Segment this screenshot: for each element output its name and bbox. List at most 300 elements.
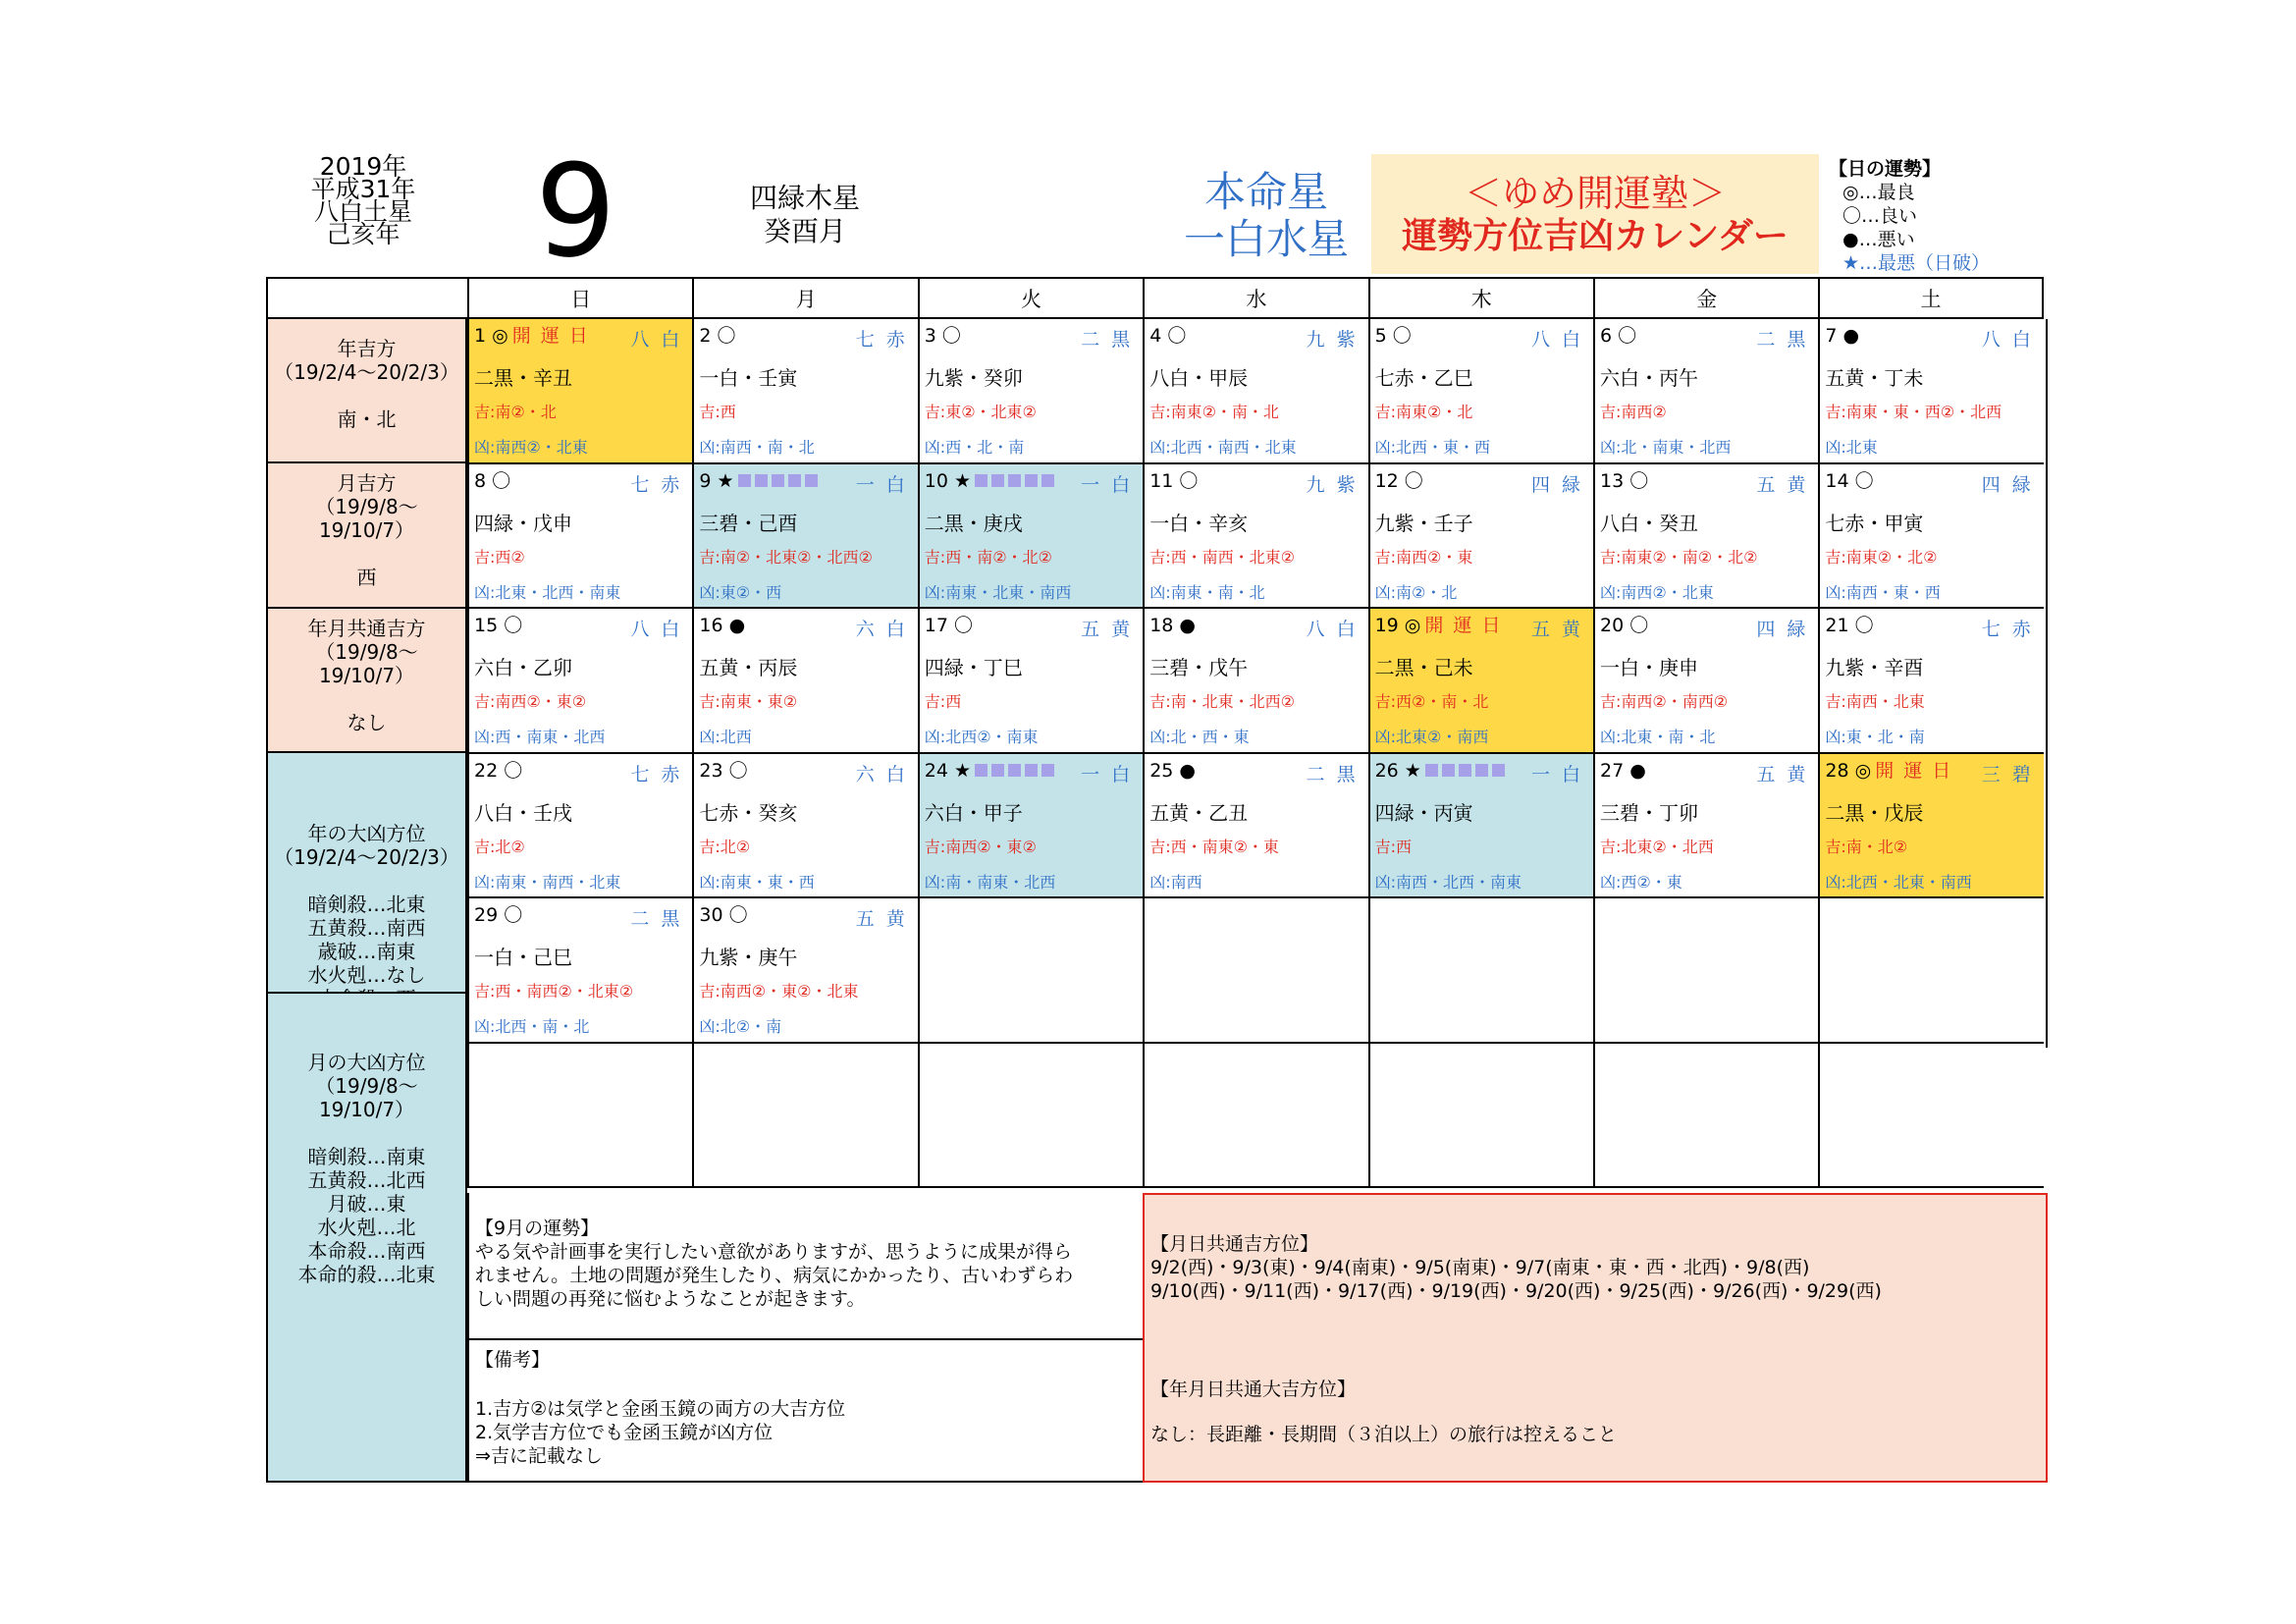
day-kan: 一白・己巳 [474, 946, 572, 969]
day-kan: 六白・乙卯 [474, 656, 572, 679]
weekday-5: 金 [1593, 277, 1818, 319]
purple-square-icon [1008, 474, 1021, 487]
day-kyo: 凶:東・北・南 [1825, 728, 1925, 746]
honmei-star [1158, 169, 1374, 263]
month-star-line: 癸酉月 [763, 215, 846, 247]
day-star: 九 紫 [1306, 473, 1359, 496]
day-number-fortune: 9 ★ [699, 469, 734, 492]
day-star: 四 緑 [1981, 473, 2034, 496]
empty-day-cell [918, 898, 1143, 1044]
day-kan: 七赤・乙巳 [1374, 366, 1473, 390]
day-cell[interactable] [692, 754, 917, 899]
day-kichi: 吉:南西②・南西② [1600, 692, 1729, 711]
day-kyo: 凶:南・南東・北西 [924, 872, 1056, 892]
empty-day-cell [1818, 1044, 2043, 1189]
day-header [1375, 468, 1588, 494]
left-panel-line: 歳破…南東 [317, 940, 416, 963]
purple-square-icon [772, 474, 784, 487]
day-number-fortune: 19 ◎ [1374, 615, 1421, 636]
day-number-fortune: 23 〇 [699, 759, 748, 782]
day-header [925, 758, 1138, 784]
purple-square-icon [1492, 764, 1505, 777]
day-star: 四 緑 [1530, 473, 1583, 496]
title-line2: 運勢方位吉凶カレンダー [1402, 216, 1789, 256]
day-star: 五 黄 [855, 908, 908, 930]
day-kyo: 凶:南東・南西・北東 [474, 872, 621, 892]
left-panel-line: （19/9/8〜 [315, 640, 418, 664]
title-box [1371, 154, 1819, 274]
yellow-square-icon [1506, 619, 1519, 631]
day-number-fortune: 4 〇 [1149, 325, 1187, 347]
day-kan: 七赤・甲寅 [1825, 511, 1924, 535]
day-star: 九 紫 [1306, 329, 1359, 351]
empty-day-cell [1593, 898, 1818, 1044]
day-cell[interactable] [918, 754, 1143, 899]
purple-square-icon [975, 764, 988, 777]
empty-day-cell [1368, 1044, 1593, 1189]
day-kyo: 凶:南西・南・北 [699, 438, 815, 457]
day-kichi: 吉:南東②・南・北 [1149, 403, 1279, 421]
month-fortune-box [467, 1193, 1143, 1340]
day-cell[interactable] [1368, 754, 1593, 899]
left-panel-line: （19/9/8〜 [315, 495, 418, 518]
day-kyo: 凶:北西・北東・南西 [1825, 872, 1972, 892]
left-panel-line: 月吉方 [337, 471, 397, 495]
day-cell[interactable] [1143, 464, 1367, 610]
day-kyo: 凶:西・北・南 [924, 438, 1025, 457]
year-line: 己亥年 [326, 220, 400, 248]
day-star: 五 黄 [1081, 619, 1134, 640]
day-header [1825, 758, 2038, 784]
day-kichi: 吉:北② [699, 837, 751, 856]
purple-square-icon [1041, 474, 1054, 487]
day-header [1825, 468, 2038, 494]
day-star: 八 白 [630, 329, 683, 351]
day-header [699, 902, 912, 928]
day-kan: 四緑・丁巳 [924, 656, 1023, 679]
day-kyo: 凶:北東②・南西 [1374, 728, 1489, 746]
left-panel-line: （19/9/8〜 [315, 1074, 418, 1098]
purple-square-icon [1041, 764, 1054, 777]
day-number-fortune: 11 〇 [1149, 469, 1199, 492]
day-cell[interactable] [1368, 464, 1593, 610]
kaiun-label: 開 運 日 [1875, 759, 1953, 782]
left-panel-line: 水火剋…北 [317, 1216, 416, 1239]
weekday-3: 水 [1143, 277, 1367, 319]
day-star: 七 赤 [1981, 619, 2034, 640]
day-kichi: 吉:南西②・東②・北東 [699, 982, 859, 1001]
day-star: 八 白 [630, 619, 683, 640]
day-number-fortune: 30 〇 [699, 904, 748, 926]
day-cell[interactable] [1593, 464, 1818, 610]
day-header [699, 468, 912, 494]
purple-square-icon [1442, 764, 1455, 777]
month-fortune-line: れません。土地の問題が発生したり、病気にかかったり、古いわずらわ [475, 1265, 1074, 1286]
day-kyo: 凶:北西②・南東 [924, 728, 1039, 746]
left-panel-line: 西 [356, 566, 377, 589]
day-cell[interactable] [467, 754, 692, 899]
day-number-fortune: 28 ◎ [1825, 759, 1872, 782]
left-panel-cell [266, 609, 467, 753]
day-header [1375, 323, 1588, 349]
day-star: 一 白 [1530, 763, 1583, 785]
day-header [1375, 758, 1588, 784]
purple-square-icon [738, 474, 751, 487]
day-kyo: 凶:南東・東・西 [699, 872, 815, 892]
purple-square-icon [1475, 764, 1488, 777]
day-kichi: 吉:南②・北 [474, 403, 557, 421]
empty-day-cell [467, 1044, 692, 1189]
kaiun-label: 開 運 日 [1424, 615, 1503, 636]
day-kyo: 凶:南西②・北東 [474, 438, 588, 457]
day-kyo: 凶:南②・北 [1374, 582, 1458, 602]
biko-line: 2.気学吉方位でも金函玉鏡が凶方位 [475, 1422, 774, 1443]
purple-square-icon [1459, 764, 1471, 777]
day-kan: 九紫・壬子 [1374, 511, 1473, 535]
day-number-fortune: 21 〇 [1825, 615, 1874, 636]
day-kichi: 吉:南西・北東 [1825, 692, 1925, 711]
left-panel-line: 本命的殺…北東 [297, 1263, 436, 1286]
day-cell[interactable] [1143, 754, 1367, 899]
day-star: 八 白 [1530, 329, 1583, 351]
day-kan: 二黒・辛丑 [474, 366, 572, 390]
left-panel-line: 年吉方 [337, 337, 397, 360]
year-month-day-common-title: 【年月日共通大吉方位】 [1150, 1379, 1357, 1400]
month-star-line: 四緑木星 [749, 182, 860, 214]
day-header [1375, 613, 1588, 638]
day-kichi: 吉:西 [924, 692, 962, 711]
day-kan: 五黄・丙辰 [699, 656, 798, 679]
month-fortune-title: 【9月の運勢】 [475, 1218, 600, 1239]
purple-square-icon [788, 474, 801, 487]
purple-square-icon [991, 474, 1004, 487]
empty-day-cell [1368, 898, 1593, 1044]
left-panel-line: 本命殺…南西 [307, 1239, 426, 1263]
day-kan: 二黒・戊辰 [1825, 800, 1924, 825]
day-kichi: 吉:西②・南・北 [1374, 692, 1489, 711]
left-panel-cell [266, 994, 467, 1483]
day-cell[interactable] [692, 609, 917, 754]
day-number-fortune: 10 ★ [924, 469, 972, 492]
day-kan: 五黄・乙丑 [1149, 800, 1249, 825]
yellow-square-icon [611, 329, 623, 342]
day-number-fortune: 15 〇 [474, 615, 523, 636]
day-header [1149, 758, 1362, 784]
day-kan: 四緑・丙寅 [1374, 800, 1473, 825]
legend-bad: ●…悪い [1842, 229, 1915, 250]
weekday-1: 月 [692, 277, 917, 319]
day-kichi: 吉:西・南西・北東② [1149, 547, 1295, 567]
day-kyo: 凶:南東・南・北 [1149, 582, 1265, 602]
day-kichi: 吉:南東・東・西②・北西 [1825, 403, 2002, 421]
day-kan: 一白・辛亥 [1149, 511, 1249, 535]
day-header [699, 323, 912, 349]
left-panel-line: 暗剣殺…南東 [307, 1145, 426, 1168]
legend-title: 【日の運勢】 [1829, 158, 1942, 180]
day-kichi: 吉:南・北② [1825, 837, 1908, 856]
legend-best: ◎…最良 [1842, 182, 1915, 203]
empty-day-cell [1143, 1044, 1367, 1189]
day-header [474, 468, 687, 494]
day-kichi: 吉:東②・北東② [924, 403, 1037, 421]
calendar-grid [266, 277, 2048, 1483]
weekday-2: 火 [918, 277, 1143, 319]
day-kichi: 吉:南西② [1600, 403, 1667, 421]
day-kan: 六白・甲子 [924, 800, 1023, 825]
day-number-fortune: 13 〇 [1600, 469, 1649, 492]
day-number-fortune: 3 〇 [924, 325, 961, 347]
left-panel-line: （19/2/4〜20/2/3） [274, 845, 459, 869]
day-number-fortune: 18 ● [1149, 615, 1196, 636]
day-header [1149, 323, 1362, 349]
left-panel-line: 年の大凶方位 [307, 822, 426, 845]
day-cell[interactable] [467, 319, 692, 464]
day-kan: 三碧・丁卯 [1600, 800, 1698, 825]
day-kichi: 吉:北東②・北西 [1600, 837, 1714, 856]
day-star: 六 白 [855, 619, 908, 640]
biko-line: 1.吉方②は気学と金函玉鏡の両方の大吉方位 [475, 1398, 846, 1420]
day-kichi: 吉:北② [474, 837, 525, 856]
day-star: 二 黒 [1756, 329, 1809, 351]
title-line1: ＜ゆめ開運塾＞ [1464, 172, 1726, 215]
left-panel-line: 水火剋…なし [307, 963, 426, 987]
day-header [474, 758, 687, 784]
day-star: 五 黄 [1530, 619, 1583, 640]
empty-day-cell [1593, 1044, 1818, 1189]
day-kan: 八白・甲辰 [1149, 366, 1249, 390]
weekday-6: 土 [1818, 277, 2043, 319]
day-kan: 六白・丙午 [1600, 366, 1698, 390]
purple-square-icon [755, 474, 768, 487]
day-cell[interactable] [692, 319, 917, 464]
day-kan: 四緑・戊申 [474, 511, 572, 535]
left-panel-line: 暗剣殺…北東 [307, 893, 426, 916]
day-star: 七 赤 [630, 763, 683, 785]
day-number-fortune: 17 〇 [924, 615, 974, 636]
day-kan: 七赤・癸亥 [699, 800, 798, 825]
day-cell[interactable] [1818, 319, 2043, 464]
day-kyo: 凶:北・西・東 [1149, 728, 1250, 746]
day-kyo: 凶:北西・南・北 [474, 1017, 590, 1036]
day-number-fortune: 22 〇 [474, 759, 523, 782]
purple-square-icon [991, 764, 1004, 777]
day-kan: 八白・壬戌 [474, 800, 572, 825]
day-number-fortune: 2 〇 [699, 325, 736, 347]
month-fortune-line: しい問題の再発に悩むようなことが起きます。 [475, 1288, 866, 1310]
day-header [1825, 323, 2038, 349]
day-kyo: 凶:東②・西 [699, 582, 782, 602]
purple-square-icon [1425, 764, 1438, 777]
day-kyo: 凶:西②・東 [1600, 872, 1682, 892]
day-star: 七 赤 [630, 473, 683, 496]
day-kyo: 凶:北東 [1825, 438, 1878, 457]
day-cell[interactable] [1818, 609, 2043, 754]
day-star: 五 黄 [1756, 763, 1809, 785]
day-kichi: 吉:南東②・北 [1374, 403, 1473, 421]
day-star: 一 白 [855, 473, 908, 496]
day-cell[interactable] [1818, 754, 2043, 899]
day-header [474, 613, 687, 638]
left-panel-line: 19/10/7） [318, 518, 415, 542]
day-cell[interactable] [1593, 754, 1818, 899]
day-star: 八 白 [1306, 619, 1359, 640]
day-kichi: 吉:西 [699, 403, 736, 421]
day-number-fortune: 20 〇 [1600, 615, 1649, 636]
day-kan: 三碧・己酉 [699, 511, 798, 535]
day-kichi: 吉:南・北東・北西② [1149, 692, 1295, 711]
legend [1829, 157, 1990, 275]
left-panel-line [268, 869, 465, 893]
day-number-fortune: 6 〇 [1600, 325, 1637, 347]
day-cell[interactable] [1368, 319, 1593, 464]
day-kan: 九紫・辛酉 [1825, 656, 1924, 679]
day-star: 二 黒 [1081, 329, 1134, 351]
month-day-common-line: 9/2(西)・9/3(東)・9/4(南東)・9/5(南東)・9/7(南東・東・西・北西)・9/8(西) [1150, 1257, 1810, 1278]
day-number-fortune: 26 ★ [1374, 759, 1421, 782]
day-header [699, 758, 912, 784]
day-kichi: 吉:西・南西②・北東② [474, 982, 634, 1001]
day-kyo: 凶:北東・北西・南東 [474, 582, 621, 602]
day-header [925, 323, 1138, 349]
grid-right-edge [2046, 319, 2048, 1048]
month-star [726, 182, 883, 248]
day-header [925, 613, 1138, 638]
day-cell[interactable] [1143, 609, 1367, 754]
day-star: 八 白 [1981, 329, 2034, 351]
legend-worst: ★…最悪（日破） [1842, 252, 1991, 274]
day-star: 二 黒 [630, 908, 683, 930]
day-star: 二 黒 [1306, 763, 1359, 785]
left-panel-line: 南・北 [337, 407, 397, 431]
left-panel-line: 月破…東 [327, 1192, 406, 1216]
day-kyo: 凶:南西②・北東 [1600, 582, 1714, 602]
day-header [1825, 613, 2038, 638]
yellow-square-icon [594, 329, 607, 342]
biko-title: 【備考】 [475, 1349, 551, 1371]
year-line: 八白土星 [313, 197, 412, 226]
day-kyo: 凶:北・南東・北西 [1600, 438, 1732, 457]
left-panel-cell [266, 319, 467, 463]
left-panel-line: 年月共通吉方 [307, 617, 426, 640]
day-kan: 八白・癸丑 [1600, 511, 1698, 535]
day-cell[interactable] [692, 464, 917, 610]
purple-square-icon [1025, 764, 1038, 777]
year-line: 2019年 [319, 152, 407, 181]
day-kichi: 吉:南西②・東 [1374, 547, 1473, 567]
day-kichi: 吉:西 [1374, 837, 1412, 856]
honmei-line: 本命星 [1203, 168, 1328, 216]
purple-square-icon [1008, 764, 1021, 777]
day-header [474, 323, 687, 349]
day-kyo: 凶:南西・東・西 [1825, 582, 1941, 602]
day-cell[interactable] [692, 898, 917, 1044]
day-cell[interactable] [1593, 319, 1818, 464]
day-star: 五 黄 [1756, 473, 1809, 496]
left-panel-line: なし [347, 711, 387, 734]
weekday-4: 木 [1368, 277, 1593, 319]
weekday-0: 日 [467, 277, 692, 319]
year-month-day-common-box [1143, 1338, 2048, 1483]
day-kan: 一白・壬寅 [699, 366, 798, 390]
year-line: 平成31年 [310, 175, 416, 203]
day-cell[interactable] [467, 898, 692, 1044]
day-header [699, 613, 912, 638]
day-kan: 九紫・癸卯 [924, 366, 1023, 390]
left-panel-line [268, 384, 465, 407]
day-cell[interactable] [1593, 609, 1818, 754]
day-star: 一 白 [1081, 763, 1134, 785]
day-kan: 二黒・庚戌 [924, 511, 1023, 535]
day-kan: 五黄・丁未 [1825, 366, 1924, 390]
day-header [1149, 613, 1362, 638]
day-star: 六 白 [855, 763, 908, 785]
left-panel-cell [266, 753, 467, 994]
day-kichi: 吉:南西②・東② [474, 692, 587, 711]
day-kichi: 吉:南東②・南②・北② [1600, 547, 1758, 567]
biko-line: ⇒吉に記載なし [475, 1445, 603, 1467]
day-star: 三 碧 [1981, 763, 2034, 785]
day-cell[interactable] [918, 609, 1143, 754]
day-number-fortune: 5 〇 [1374, 325, 1412, 347]
day-kyo: 凶:北東・南・北 [1600, 728, 1716, 746]
weekday-header [467, 277, 2044, 319]
day-number-fortune: 16 ● [699, 615, 746, 636]
day-header [925, 468, 1138, 494]
day-kyo: 凶:南西 [1149, 872, 1202, 892]
day-cell[interactable] [918, 319, 1143, 464]
left-panel-line: 五黄殺…北西 [307, 1168, 426, 1192]
day-header [474, 902, 687, 928]
day-number-fortune: 7 ● [1825, 325, 1860, 347]
day-kichi: 吉:南西②・東② [924, 837, 1037, 856]
day-cell[interactable] [1143, 319, 1367, 464]
month-day-common-line: 9/10(西)・9/11(西)・9/17(西)・9/19(西)・9/20(西)・9/25(西)・9/26(西)・9/29(西) [1150, 1280, 1882, 1302]
empty-day-cell [1818, 898, 2043, 1044]
day-kichi: 吉:西・南東②・東 [1149, 837, 1279, 856]
left-panel-line [268, 687, 465, 711]
day-cell[interactable] [1368, 609, 1593, 754]
day-kichi: 吉:南②・北東②・北西② [699, 547, 873, 567]
corner-cell [266, 277, 467, 319]
day-number-fortune: 14 〇 [1825, 469, 1874, 492]
month-day-common-box [1143, 1193, 2048, 1340]
day-kichi: 吉:南東②・北② [1825, 547, 1938, 567]
day-cell[interactable] [918, 464, 1143, 610]
day-cell[interactable] [1818, 464, 2043, 610]
left-panel-line: 五黄殺…南西 [307, 916, 426, 940]
day-header [1600, 468, 1813, 494]
day-cell[interactable] [467, 464, 692, 610]
day-header [1600, 758, 1813, 784]
day-kan: 三碧・戊午 [1149, 656, 1249, 679]
honmei-line: 一白水星 [1183, 215, 1349, 263]
day-header [1600, 323, 1813, 349]
biko-box [467, 1340, 1143, 1483]
day-kyo: 凶:西・南東・北西 [474, 728, 606, 746]
left-panel-cell [266, 463, 467, 609]
day-number-fortune: 25 ● [1149, 759, 1196, 782]
day-kyo: 凶:北西・東・西 [1374, 438, 1490, 457]
day-cell[interactable] [467, 609, 692, 754]
day-kyo: 凶:北西 [699, 728, 752, 746]
month-day-common-title: 【月日共通吉方位】 [1150, 1233, 1319, 1255]
empty-day-cell [1143, 898, 1367, 1044]
month-fortune-line: やる気や計画事を実行したい意欲がありますが、思うように成果が得ら [475, 1241, 1073, 1263]
day-number-fortune: 8 〇 [474, 469, 511, 492]
day-kichi: 吉:西② [474, 547, 525, 567]
day-kichi: 吉:南東・東② [699, 692, 798, 711]
day-kan: 二黒・己未 [1374, 656, 1473, 679]
